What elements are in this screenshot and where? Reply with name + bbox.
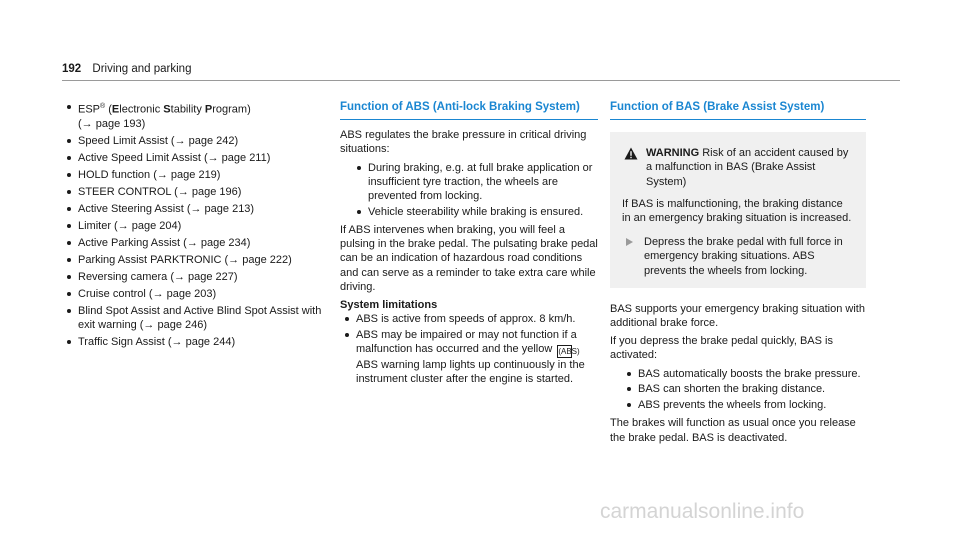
list-item[interactable]: Active Speed Limit Assist (→ page 211) — [62, 151, 322, 165]
warning-body: If BAS is malfunctioning, the braking distance in an emergency braking situation is increased. — [622, 197, 852, 225]
section-title: Function of BAS (Brake Assist System) — [610, 101, 825, 113]
list-item[interactable]: Parking Assist PARKTRONIC (→ page 222) — [62, 253, 322, 267]
warning-text: Risk of an accident caused by a malfunction in BAS (Brake Assist System) — [646, 147, 849, 188]
bas-release-text: The brakes will function as usual once you release the brake pedal. BAS is deactivated. — [610, 417, 856, 444]
left-column — [62, 100, 322, 352]
assist-systems-list — [62, 100, 322, 349]
page-link[interactable]: (→ page 193) — [78, 117, 146, 130]
list-item[interactable]: Active Parking Assist (→ page 234) — [62, 236, 322, 250]
list-item: ABS is active from speeds of approx. 8 km/h. — [340, 312, 598, 326]
warning-label: WARNING — [646, 147, 700, 160]
list-item: Vehicle steerability while braking is ensured. — [352, 205, 598, 219]
bas-section — [610, 100, 866, 449]
abs-intervention-text: If ABS intervenes when braking, you will feel a pulsing in the brake pedal. The pulsating brake pedal can be an indication of hazardous road conditions and can serve as a reminder to take extra care while driving. — [340, 224, 598, 293]
list-item[interactable]: Limiter (→ page 204) — [62, 219, 322, 233]
warning-box — [610, 132, 866, 288]
list-item[interactable]: Blind Spot Assist and Active Blind Spot Assist with exit warning (→ page 246) — [62, 304, 322, 332]
abs-limitations-list — [340, 312, 598, 386]
list-item: BAS automatically boosts the brake pressure. — [622, 367, 866, 381]
abs-functions-list — [340, 161, 598, 219]
list-item[interactable]: STEER CONTROL (→ page 196) — [62, 185, 322, 199]
bas-activation-text: If you depress the brake pedal quickly, BAS is activated: — [610, 335, 833, 362]
page-number: 192 — [62, 63, 82, 75]
abs-intro: ABS regulates the brake pressure in critical driving situations: — [340, 129, 587, 156]
header-divider — [62, 80, 900, 81]
bas-effects-list — [610, 367, 866, 413]
list-item[interactable]: Reversing camera (→ page 227) — [62, 270, 322, 284]
watermark: carmanualsonline.info — [600, 500, 805, 523]
section-divider — [610, 119, 866, 120]
section-title: Function of ABS (Anti-lock Braking System) — [340, 101, 580, 113]
list-item: ABS may be impaired or may not function if a malfunction has occurred and the yellow (ABS) ABS warning lamp lights up continuously in the instrument cluster after the engine is started. — [340, 328, 598, 387]
warning-triangle-icon — [624, 147, 638, 160]
subheading-system-limitations: System limitations — [340, 299, 438, 312]
abs-warning-lamp-icon: (ABS) — [558, 347, 580, 357]
chapter-title: Driving and parking — [92, 63, 192, 75]
list-item[interactable]: Speed Limit Assist (→ page 242) — [62, 134, 322, 148]
list-item[interactable]: Traffic Sign Assist (→ page 244) — [62, 335, 322, 349]
list-item: ABS prevents the wheels from locking. — [622, 398, 866, 412]
list-item[interactable]: HOLD function (→ page 219) — [62, 168, 322, 182]
list-item[interactable]: Cruise control (→ page 203) — [62, 287, 322, 301]
action-arrow-icon — [626, 238, 633, 246]
page-header — [62, 62, 191, 76]
list-item-esp: ESP® (Electronic Stability Program) (→ page 193) — [62, 100, 322, 131]
warning-action: Depress the brake pedal with full force in emergency braking situations. ABS prevents the wheels from locking. — [644, 236, 843, 277]
bas-support-text: BAS supports your emergency braking situation with additional brake force. — [610, 302, 865, 330]
list-item: During braking, e.g. at full brake application or insufficient tyre traction, the wheels are prevented from locking. — [352, 161, 598, 204]
section-divider — [340, 119, 598, 120]
abs-section — [340, 100, 598, 388]
list-item: BAS can shorten the braking distance. — [622, 382, 866, 396]
list-item[interactable]: Active Steering Assist (→ page 213) — [62, 202, 322, 216]
